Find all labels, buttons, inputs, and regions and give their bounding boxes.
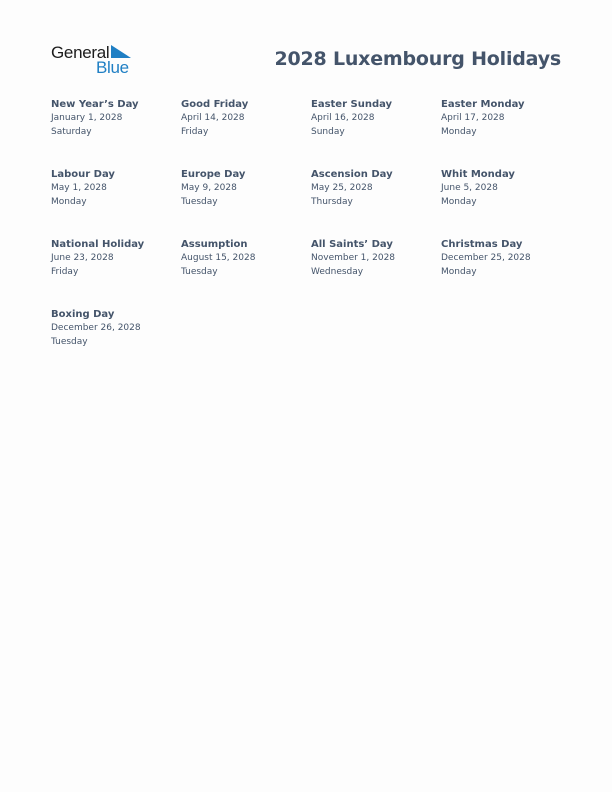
holiday-name: All Saints’ Day <box>311 239 393 250</box>
holiday-item <box>441 168 571 238</box>
holiday-name: Christmas Day <box>441 239 523 250</box>
holiday-date: August 15, 2028 <box>181 253 256 263</box>
holiday-date: May 9, 2028 <box>181 183 237 193</box>
holiday-weekday: Monday <box>441 126 477 137</box>
holiday-weekday: Tuesday <box>181 266 218 277</box>
holiday-weekday: Monday <box>441 196 477 207</box>
holiday-item <box>51 168 181 238</box>
holiday-item <box>181 168 311 238</box>
holiday-name: National Holiday <box>51 239 145 250</box>
holiday-item <box>51 238 181 308</box>
holiday-date: May 1, 2028 <box>51 183 107 193</box>
logo-word-blue: Blue <box>96 58 129 77</box>
holiday-item <box>441 238 571 308</box>
holiday-weekday: Friday <box>181 126 209 137</box>
holiday-item <box>181 238 311 308</box>
holiday-weekday: Saturday <box>51 126 92 137</box>
holiday-weekday: Tuesday <box>51 336 88 347</box>
logo-triangle-icon <box>111 45 131 59</box>
holiday-name: Good Friday <box>181 99 249 110</box>
holiday-weekday: Thursday <box>311 196 353 207</box>
holiday-date: April 16, 2028 <box>311 113 375 123</box>
holiday-name: Labour Day <box>51 169 115 180</box>
holiday-item <box>51 308 181 378</box>
holiday-weekday: Wednesday <box>311 266 364 277</box>
holiday-date: June 23, 2028 <box>51 253 114 263</box>
holiday-name: Whit Monday <box>441 169 515 180</box>
holiday-name: Easter Monday <box>441 99 525 110</box>
holiday-item <box>311 98 441 168</box>
holiday-date: November 1, 2028 <box>311 253 396 263</box>
logo-word-general: General <box>51 43 110 62</box>
holiday-name: Europe Day <box>181 169 246 180</box>
holiday-name: Assumption <box>181 239 248 250</box>
holiday-weekday: Tuesday <box>181 196 218 207</box>
holiday-name: Easter Sunday <box>311 99 393 110</box>
holiday-item <box>311 168 441 238</box>
holiday-item <box>181 98 311 168</box>
holiday-date: April 14, 2028 <box>181 113 245 123</box>
holiday-item <box>311 238 441 308</box>
holiday-date: June 5, 2028 <box>441 183 498 193</box>
holiday-item <box>51 98 181 168</box>
generalblue-logo <box>51 43 141 79</box>
holiday-name: Boxing Day <box>51 309 115 320</box>
holiday-name: Ascension Day <box>311 169 393 180</box>
holiday-item <box>441 98 571 168</box>
holiday-name: New Year’s Day <box>51 99 139 110</box>
page-title: 2028 Luxembourg Holidays <box>274 48 561 70</box>
holiday-weekday: Monday <box>51 196 87 207</box>
holiday-weekday: Sunday <box>311 126 345 137</box>
holiday-weekday: Monday <box>441 266 477 277</box>
holiday-grid <box>51 98 571 378</box>
holiday-date: May 25, 2028 <box>311 183 373 193</box>
holiday-date: January 1, 2028 <box>51 113 123 123</box>
holiday-date: December 25, 2028 <box>441 253 531 263</box>
holiday-date: April 17, 2028 <box>441 113 505 123</box>
holiday-date: December 26, 2028 <box>51 323 141 333</box>
holiday-weekday: Friday <box>51 266 79 277</box>
